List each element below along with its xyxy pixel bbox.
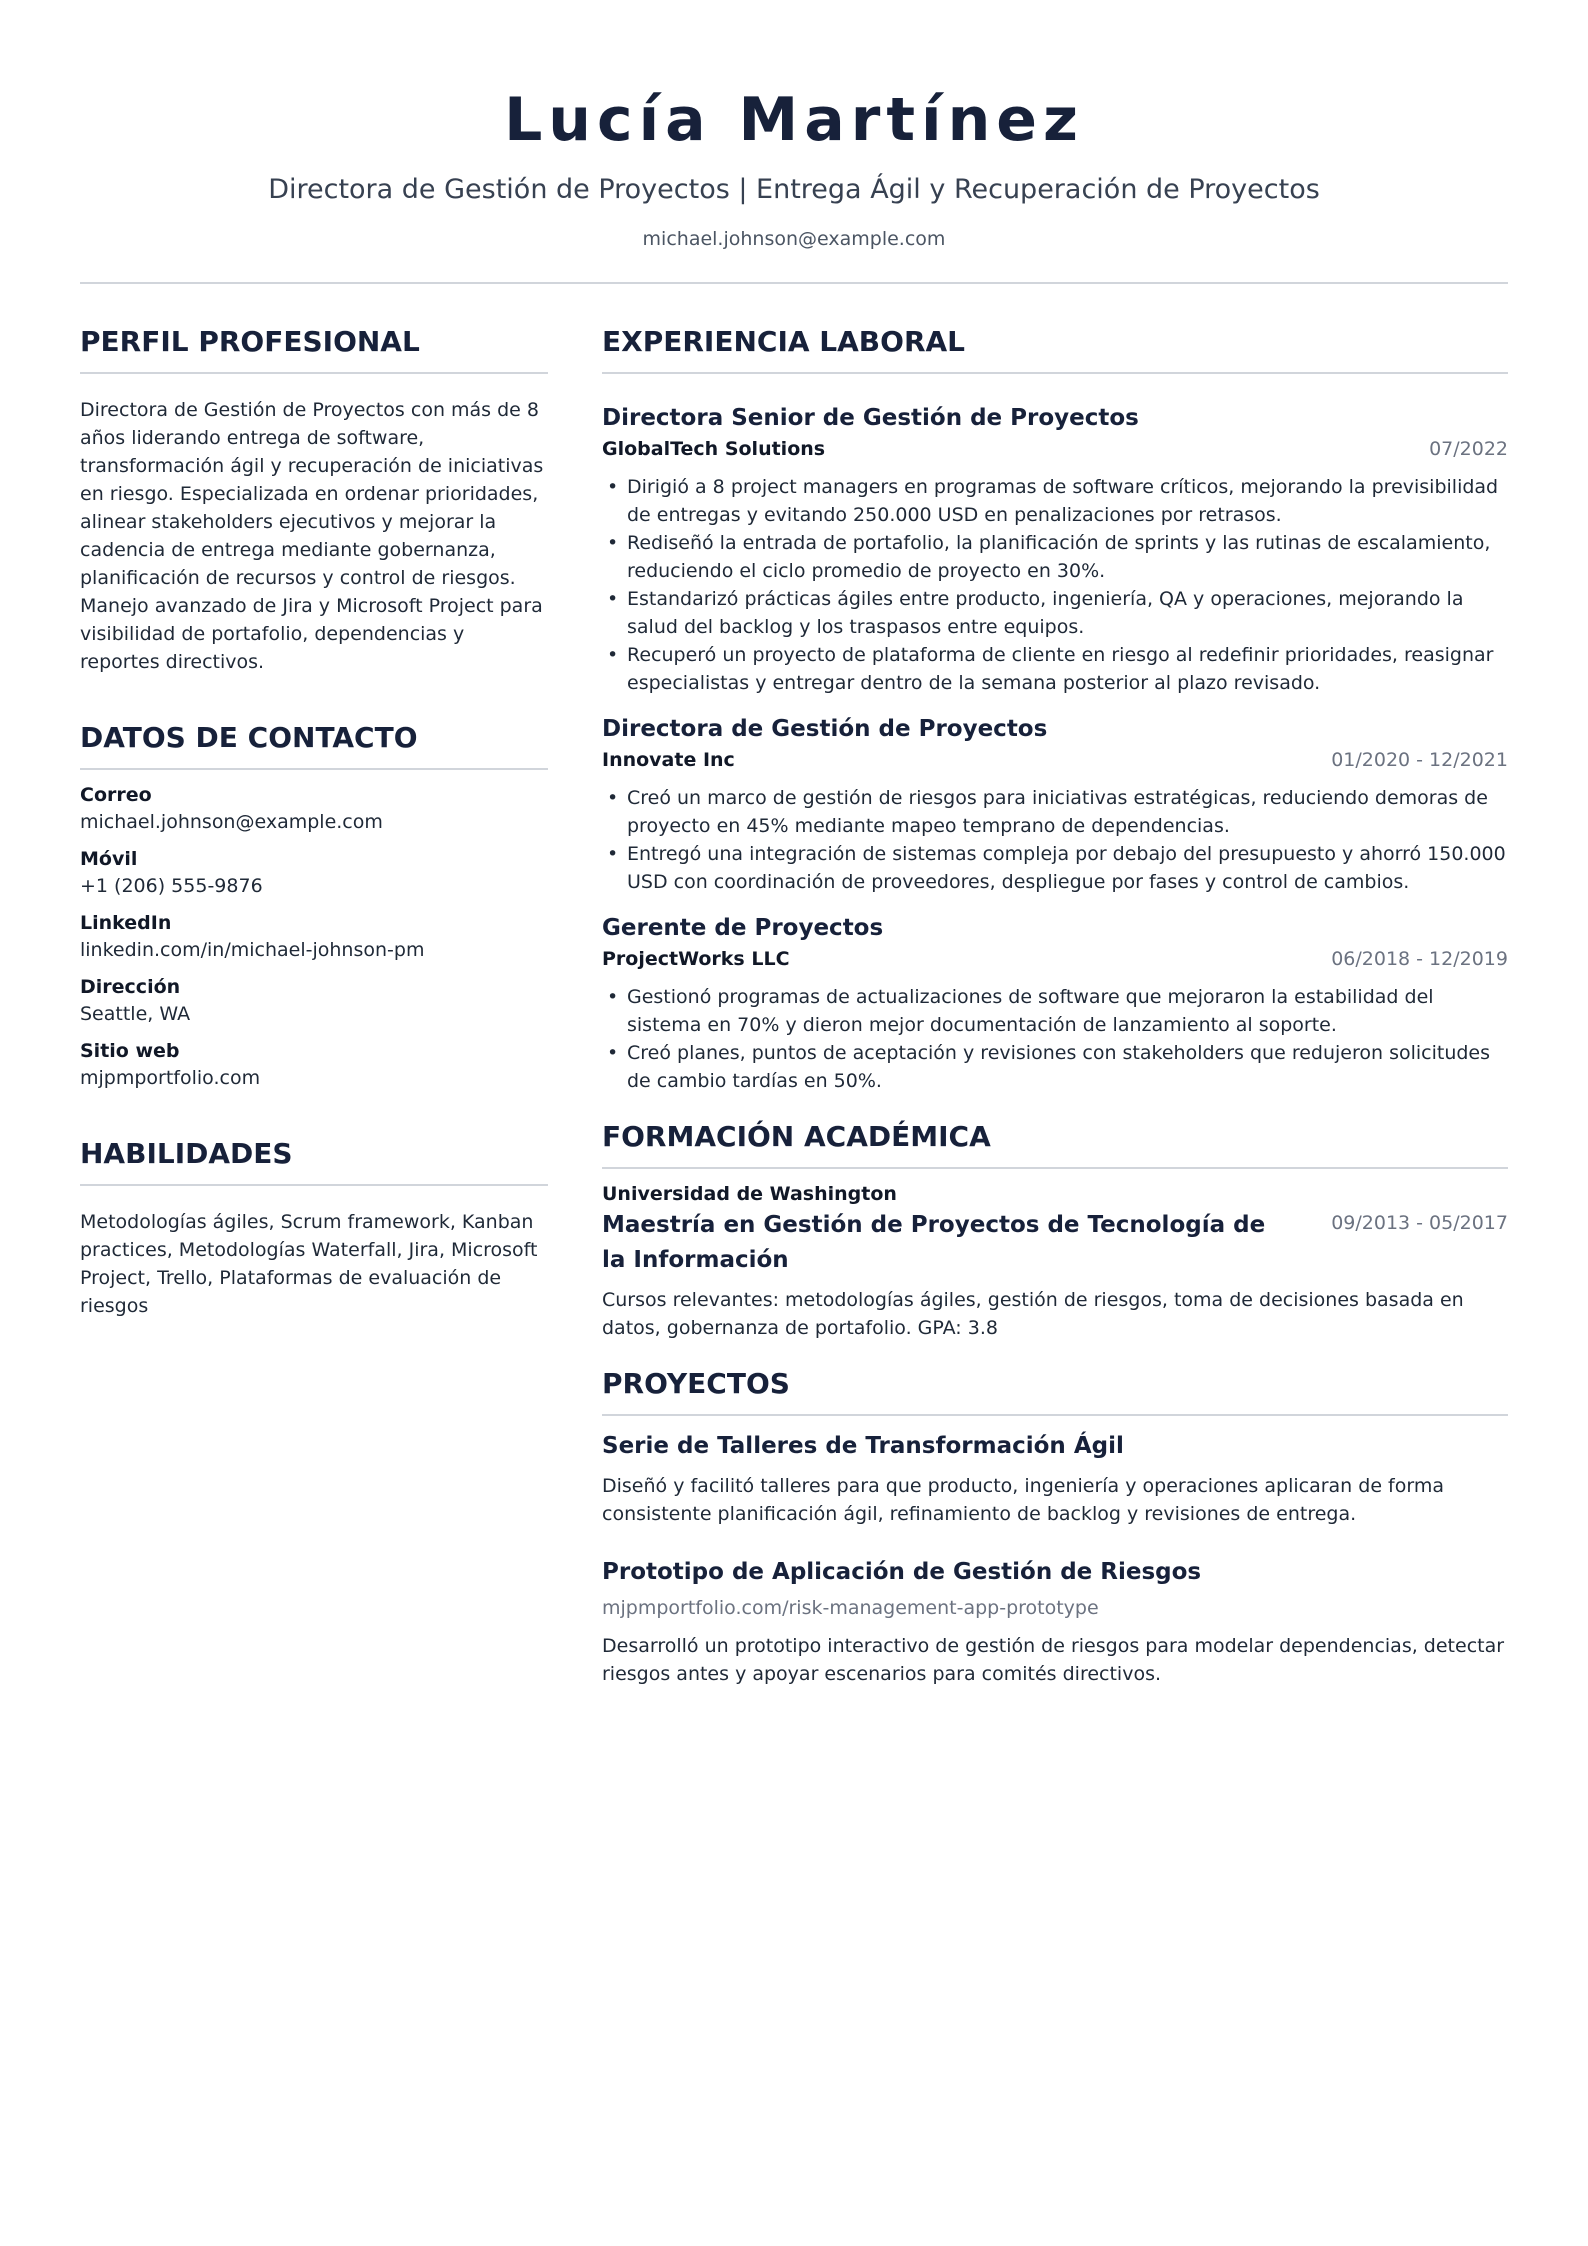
project-entry [602, 1430, 1508, 1528]
contact-mobile-label: Móvil [80, 848, 138, 870]
profile-section [80, 324, 548, 676]
resume-columns [80, 324, 1508, 1712]
skills-list: Metodologías ágiles, Scrum framework, Kanban practices, Metodologías Waterfall, Jira, Microsoft Project, Trello, Plataformas de evaluación de riesgos [80, 1211, 538, 1317]
coursework-text: Cursos relevantes: metodologías ágiles, gestión de riesgos, toma de decisiones basada en datos, gobernanza de portafolio. GPA: 3.8 [602, 1289, 1464, 1339]
company-name: Innovate Inc [602, 749, 735, 771]
achievement-item: • Entregó una integración de sistemas compleja por debajo del presupuesto y ahorró 150.000 USD con coordinación de proveedores, despliegue por fases y control de cambios. [627, 840, 1508, 896]
job-meta [602, 946, 1508, 973]
experience-section-title: EXPERIENCIA LABORAL [602, 324, 1508, 374]
achievement-item: • Estandarizó prácticas ágiles entre producto, ingeniería, QA y operaciones, mejorando la salud del backlog y los traspasos entre equipos. [627, 585, 1508, 641]
left-column [80, 324, 548, 1712]
achievement-item: • Creó planes, puntos de aceptación y revisiones con stakeholders que redujeron solicitudes de cambio tardías en 50%. [627, 1039, 1508, 1095]
contact-linkedin [80, 910, 548, 964]
skills-section [80, 1136, 548, 1320]
contact-website-label: Sitio web [80, 1040, 180, 1062]
project-title: Serie de Talleres de Transformación Ágil [602, 1433, 1124, 1459]
experience-section [602, 324, 1508, 1095]
degree-title: Maestría en Gestión de Proyectos de Tecnología de la Información [602, 1212, 1266, 1273]
contact-website-value[interactable]: mjpmportfolio.com [80, 1067, 261, 1089]
job-entry [602, 402, 1508, 697]
achievement-item: • Creó un marco de gestión de riesgos para iniciativas estratégicas, reduciendo demoras de proyecto en 45% mediante mapeo temprano de dependencias. [627, 784, 1508, 840]
right-column [602, 324, 1508, 1712]
contact-address [80, 974, 548, 1028]
job-entry [602, 912, 1508, 1095]
contact-email-label: Correo [80, 784, 152, 806]
job-achievements [602, 983, 1508, 1095]
projects-section [602, 1366, 1508, 1688]
contact-mobile-value[interactable]: +1 (206) 555-9876 [80, 875, 263, 897]
contact-list [80, 782, 548, 1092]
skills-section-title: HABILIDADES [80, 1136, 548, 1186]
school-name: Universidad de Washington [602, 1183, 897, 1205]
job-dates: 07/2022 [1429, 438, 1508, 460]
contact-linkedin-value[interactable]: linkedin.com/in/michael-johnson-pm [80, 939, 425, 961]
header-email[interactable]: michael.johnson@example.com [642, 228, 946, 250]
job-dates: 01/2020 - 12/2021 [1331, 749, 1508, 771]
education-section-title: FORMACIÓN ACADÉMICA [602, 1119, 1508, 1169]
contact-website [80, 1038, 548, 1092]
job-achievements [602, 473, 1508, 697]
contact-address-value: Seattle, WA [80, 1003, 191, 1025]
contact-address-label: Dirección [80, 976, 181, 998]
company-name: GlobalTech Solutions [602, 438, 826, 460]
achievement-item: • Recuperó un proyecto de plataforma de cliente en riesgo al redefinir prioridades, reasignar especialistas y entregar dentro de la semana posterior al plazo revisado. [627, 641, 1508, 697]
project-entry [602, 1556, 1508, 1688]
education-section [602, 1119, 1508, 1342]
job-entry [602, 713, 1508, 896]
profile-section-title: PERFIL PROFESIONAL [80, 324, 548, 374]
company-name: ProjectWorks LLC [602, 948, 790, 970]
profile-summary: Directora de Gestión de Proyectos con más de 8 años liderando entrega de software, transformación ágil y recuperación de iniciativas en riesgo. Especializada en ordenar prioridades, alinear stakeholders ejecutivos y mejorar la cadencia de entrega mediante gobernanza, planificación de recursos y control de riesgos. Manejo avanzado de Jira y Microsoft Project para visibilidad de portafolio, dependencias y reportes directivos. [80, 399, 544, 673]
contact-mobile [80, 846, 548, 900]
candidate-name: Lucía Martínez [504, 85, 1084, 155]
contact-email-value[interactable]: michael.johnson@example.com [80, 811, 383, 833]
contact-section-title: DATOS DE CONTACTO [80, 720, 548, 770]
contact-email [80, 782, 548, 836]
resume-header [80, 0, 1508, 252]
contact-linkedin-label: LinkedIn [80, 912, 172, 934]
project-link[interactable]: mjpmportfolio.com/risk-management-app-prototype [602, 1597, 1099, 1619]
job-title: Directora de Gestión de Proyectos [602, 716, 1048, 742]
education-dates: 09/2013 - 05/2017 [1331, 1212, 1508, 1234]
job-dates: 06/2018 - 12/2019 [1331, 948, 1508, 970]
project-description: Diseñó y facilitó talleres para que producto, ingeniería y operaciones aplicaran de forma consistente planificación ágil, refinamiento de backlog y revisiones de entrega. [602, 1475, 1444, 1525]
achievement-item: • Rediseñó la entrada de portafolio, la planificación de sprints y las rutinas de escalamiento, reduciendo el ciclo promedio de proyecto en 30%. [627, 529, 1508, 585]
job-title: Gerente de Proyectos [602, 915, 884, 941]
degree-row [602, 1208, 1508, 1278]
job-title: Directora Senior de Gestión de Proyectos [602, 405, 1139, 431]
education-entry [602, 1181, 1508, 1342]
contact-section [80, 720, 548, 1092]
job-achievements [602, 784, 1508, 896]
header-divider [80, 282, 1508, 284]
project-description: Desarrolló un prototipo interactivo de gestión de riesgos para modelar dependencias, detectar riesgos antes y apoyar escenarios para comités directivos. [602, 1635, 1505, 1685]
projects-section-title: PROYECTOS [602, 1366, 1508, 1416]
job-meta [602, 747, 1508, 774]
job-meta [602, 436, 1508, 463]
professional-headline: Directora de Gestión de Proyectos | Entrega Ágil y Recuperación de Proyectos [268, 174, 1320, 205]
achievement-item: • Gestionó programas de actualizaciones de software que mejoraron la estabilidad del sistema en 70% y dieron mejor documentación de lanzamiento al soporte. [627, 983, 1508, 1039]
achievement-item: • Dirigió a 8 project managers en programas de software críticos, mejorando la previsibilidad de entregas y evitando 250.000 USD en penalizaciones por retrasos. [627, 473, 1508, 529]
project-title: Prototipo de Aplicación de Gestión de Riesgos [602, 1559, 1202, 1585]
